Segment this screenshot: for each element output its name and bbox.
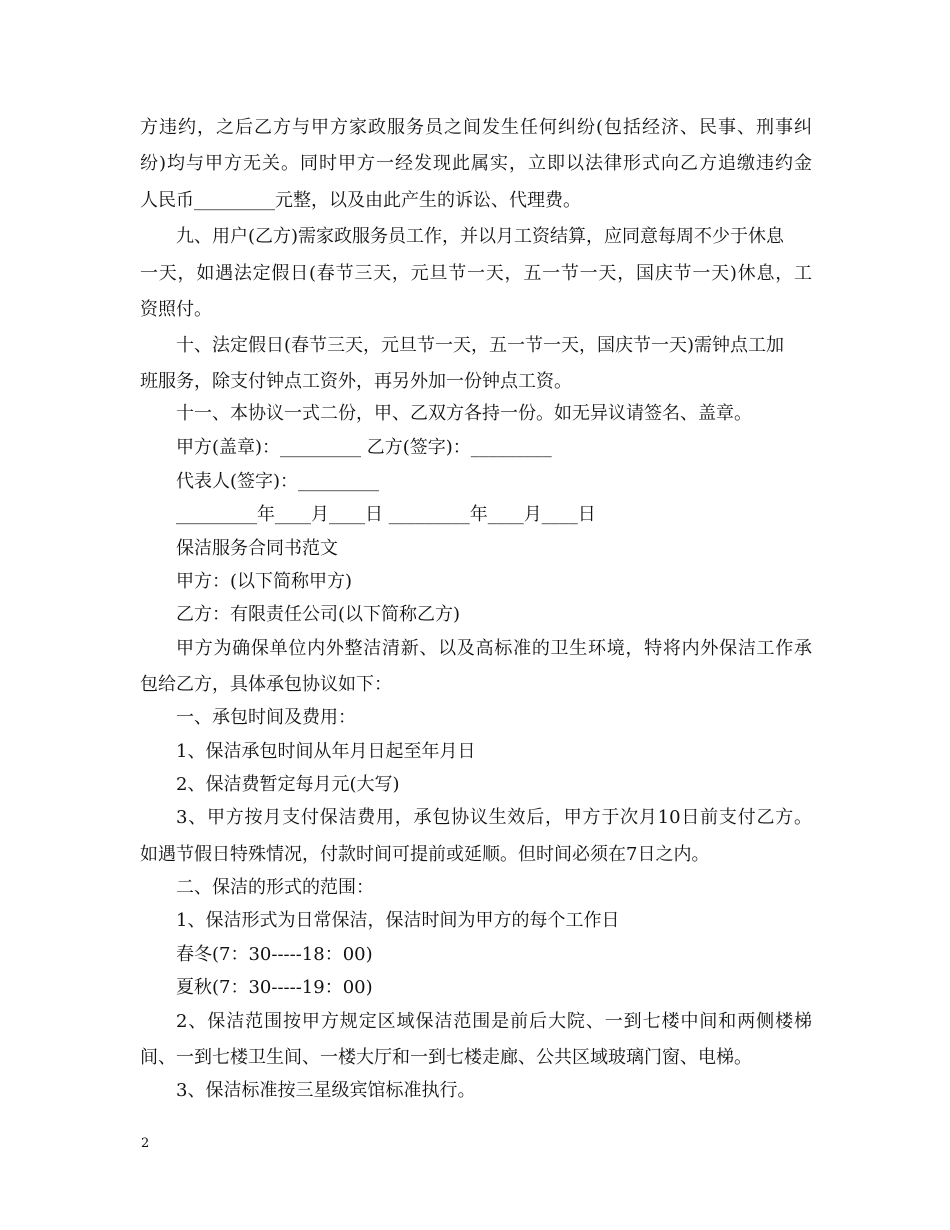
body-line: 夏秋(7：30-----19：00) [176, 977, 373, 998]
body-line: 3、甲方按月支付保洁费用，承包协议生效后，甲方于次月10日前支付乙方。 [176, 807, 812, 828]
clause-heading: 一、承包时间及费用： [176, 707, 356, 728]
body-line: 3、保洁标准按三星级宾馆标准执行。 [176, 1080, 476, 1101]
body-line: 2、保洁范围按甲方规定区域保洁范围是前后大院、一到七楼中间和两侧楼梯 [176, 1011, 812, 1032]
body-line: 2、保洁费暂定每月元(大写) [176, 774, 400, 795]
body-line: 间、一到七楼卫生间、一楼大厅和一到七楼走廊、公共区域玻璃门窗、电梯。 [140, 1047, 752, 1068]
page-number: 2 [141, 1136, 150, 1151]
body-line: 十一、本协议一式二份，甲、乙双方各持一份。如无异议请签名、盖章。 [176, 403, 752, 424]
body-line: 1、保洁形式为日常保洁，保洁时间为甲方的每个工作日 [176, 910, 620, 931]
body-line: 资照付。 [140, 299, 212, 320]
body-line: 甲方为确保单位内外整洁清新、以及高标准的卫生环境，特将内外保洁工作承 [176, 638, 812, 659]
party-line: 乙方：有限责任公司(以下简称乙方) [176, 604, 461, 625]
body-line: 纷)均与甲方无关。同时甲方一经发现此属实，立即以法律形式向乙方追缴违约金 [140, 153, 812, 174]
signature-line: 甲方(盖章)：_________ 乙方(签字)：_________ [176, 437, 552, 458]
body-line: 十、法定假日(春节三天，元旦节一天，五一节一天，国庆节一天)需钟点工加 [176, 335, 785, 356]
party-line: 甲方：(以下简称甲方) [176, 571, 353, 592]
body-line: 1、保洁承包时间从年月日起至年月日 [176, 741, 476, 762]
body-line: 班服务，除支付钟点工资外，再另外加一份钟点工资。 [140, 371, 572, 392]
body-line: 方违约，之后乙方与甲方家政服务员之间发生任何纠纷(包括经济、民事、刑事纠 [140, 117, 812, 138]
body-line: 人民币_________元整，以及由此产生的诉讼、代理费。 [140, 190, 581, 211]
date-line: _________年____月____日 _________年____月____日 [176, 504, 596, 525]
clause-heading: 二、保洁的形式的范围： [176, 877, 374, 898]
body-line: 包给乙方，具体承包协议如下： [140, 674, 392, 695]
body-line: 春冬(7：30-----18：00) [176, 944, 373, 965]
body-line: 一天，如遇法定假日(春节三天，元旦节一天，五一节一天，国庆节一天)休息，工 [140, 263, 812, 284]
body-line: 如遇节假日特殊情况，付款时间可提前或延顺。但时间必须在7日之内。 [140, 844, 710, 865]
signature-line: 代表人(签字)：_________ [176, 471, 380, 492]
section-title: 保洁服务合同书范文 [176, 538, 338, 559]
body-line: 九、用户(乙方)需家政服务员工作，并以月工资结算，应同意每周不少于休息 [176, 226, 785, 247]
